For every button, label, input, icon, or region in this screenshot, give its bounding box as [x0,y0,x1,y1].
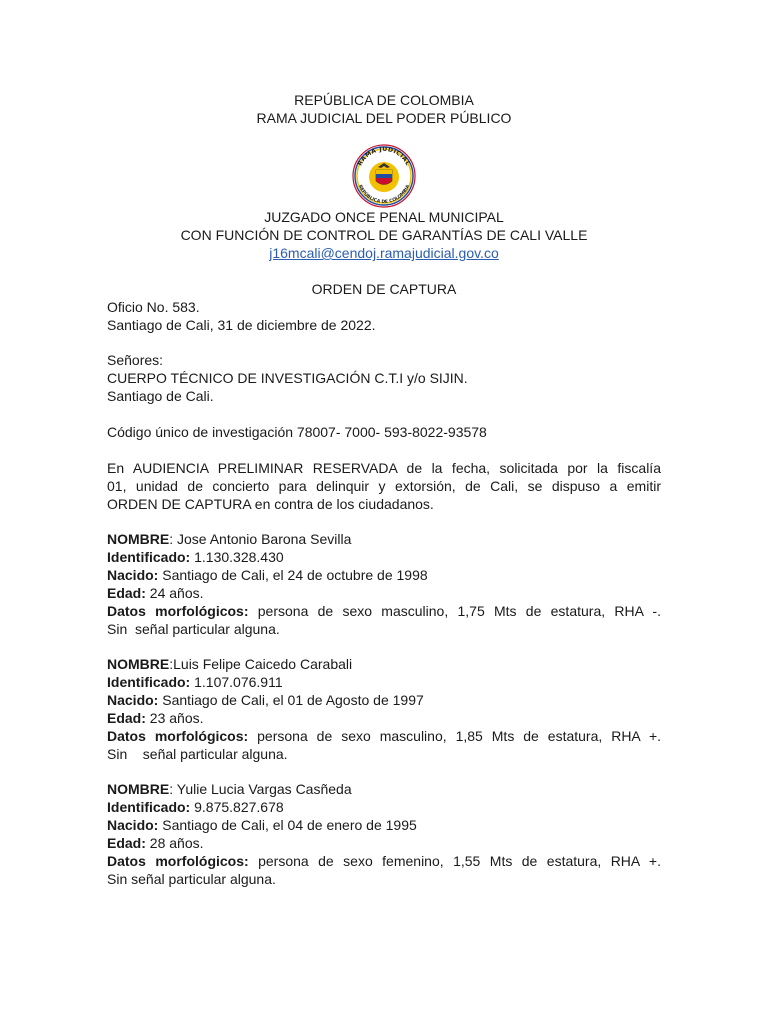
person-1-nombre: NOMBRE: Jose Antonio Barona Sevilla [107,531,352,547]
intro-line-3: ORDEN DE CAPTURA en contra de los ciudadanos. [107,496,434,512]
person-2-morfologicos: Datos morfológicos: persona de sexo masculino, 1,85 Mts de estatura, RHA +. [107,728,662,744]
court-email-wrap [0,244,768,262]
court-email-link[interactable]: j16mcali@cendoj.ramajudicial.gov.co [269,245,499,261]
person-1-morfologicos: Datos morfológicos: persona de sexo masculino, 1,75 Mts de estatura, RHA -. [107,603,661,619]
person-1-nacido: Nacido: Santiago de Cali, el 24 de octubre de 1998 [107,567,428,583]
recipient-salutation: Señores: [107,352,164,368]
person-3-senal: Sin señal particular alguna. [107,871,276,887]
header-rama-judicial: RAMA JUDICIAL DEL PODER PÚBLICO [256,110,512,126]
intro-line-2: 01, unidad de concierto para delinquir y extorsión, de Cali, se dispuso a emitir [107,478,661,494]
person-2-edad: Edad: 23 años. [107,710,204,726]
person-1-senal: Sin señal particular alguna. [107,621,280,637]
person-3-nombre: NOMBRE: Yulie Lucia Vargas Casñeda [107,781,352,797]
oficio-number: Oficio No. 583. [107,299,200,315]
person-3-edad: Edad: 28 años. [107,835,204,851]
person-2-nombre: NOMBRE:Luis Felipe Caicedo Carabali [107,656,353,672]
document-date: Santiago de Cali, 31 de diciembre de 2022. [107,317,376,333]
person-1-edad: Edad: 24 años. [107,585,204,601]
person-2-identificado: Identificado: 1.107.076.911 [107,674,283,690]
person-3-morfologicos: Datos morfológicos: persona de sexo femenino, 1,55 Mts de estatura, RHA +. [107,853,661,869]
person-2-nacido: Nacido: Santiago de Cali, el 01 de Agosto de 1997 [107,692,424,708]
court-function: CON FUNCIÓN DE CONTROL DE GARANTÍAS DE CALI VALLE [180,227,588,243]
header-republica: REPÚBLICA DE COLOMBIA [294,92,474,108]
investigation-code: Código único de investigación 78007- 7000- 593-8022-93578 [107,424,487,440]
seal-text-top: RAMA JUDICIAL [356,145,412,168]
rama-judicial-seal-logo [345,143,423,209]
person-3-nacido: Nacido: Santiago de Cali, el 04 de enero de 1995 [107,817,417,833]
intro-line-1: En AUDIENCIA PRELIMINAR RESERVADA de la fecha, solicitada por la fiscalía [107,460,661,476]
recipient-city: Santiago de Cali. [107,388,214,404]
court-name: JUZGADO ONCE PENAL MUNICIPAL [264,209,504,225]
person-2-senal: Sin señal particular alguna. [107,746,288,762]
person-1-identificado: Identificado: 1.130.328.430 [107,549,284,565]
person-3-identificado: Identificado: 9.875.827.678 [107,799,284,815]
seal-text-bottom: REPÚBLICA DE COLOMBIA [356,184,412,206]
recipient-entity: CUERPO TÉCNICO DE INVESTIGACIÓN C.T.I y/o SIJIN. [107,370,468,386]
document-title: ORDEN DE CAPTURA [311,281,457,297]
